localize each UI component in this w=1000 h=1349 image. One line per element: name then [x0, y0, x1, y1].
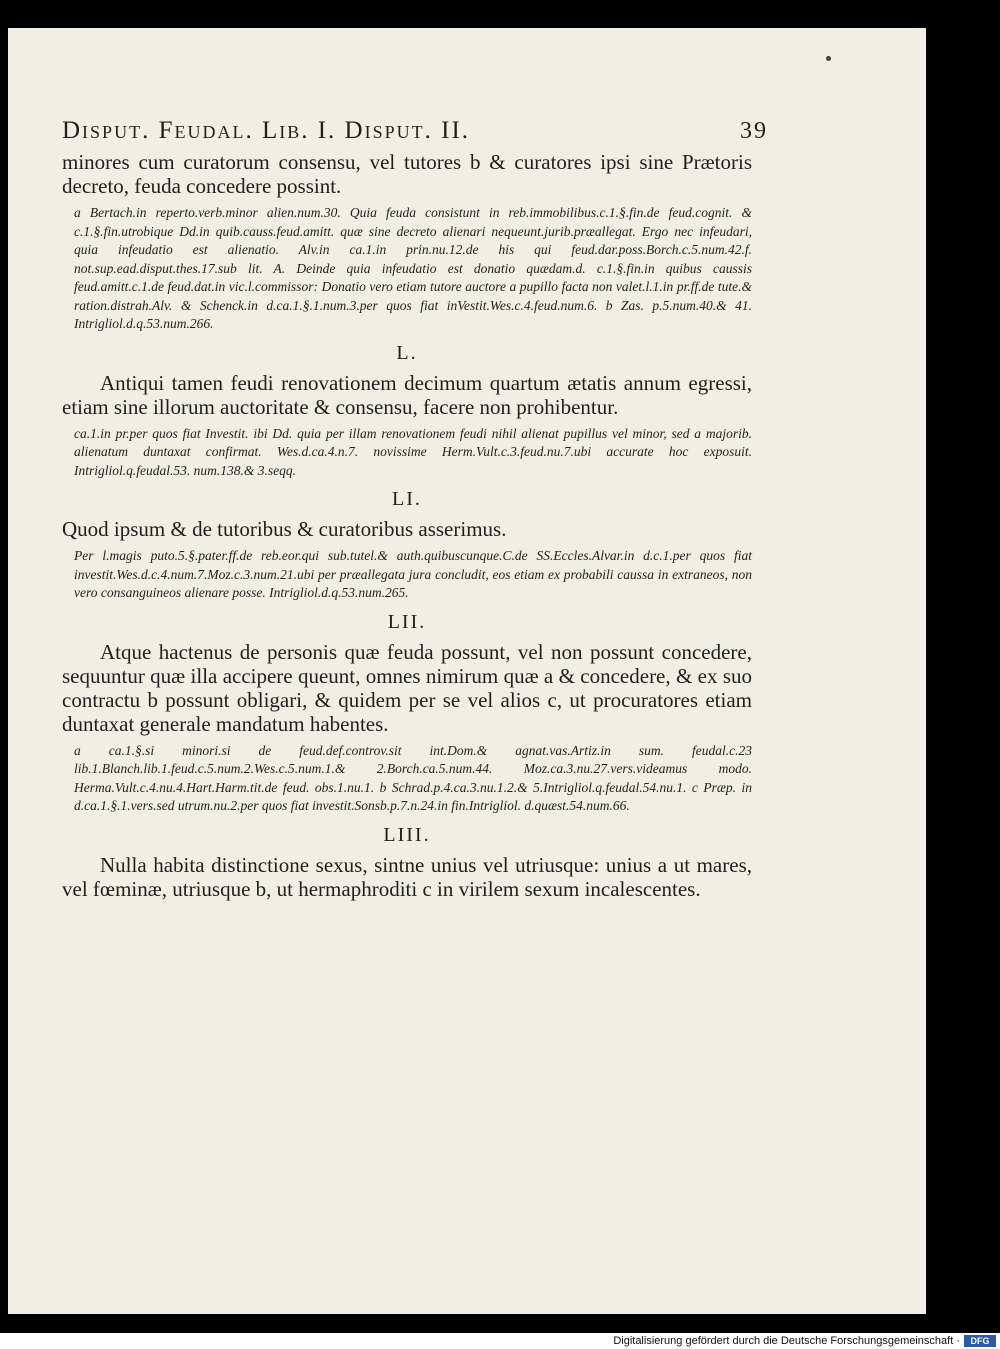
- footer-credit: Digitalisierung gefördert durch die Deutsche Forschungsgemeinschaft ·: [613, 1335, 960, 1347]
- running-header: [62, 116, 768, 150]
- book-page: [8, 28, 926, 1314]
- running-title: Disput. Feudal. Lib. I. Disput. II.: [62, 117, 471, 144]
- page-blemish: [826, 56, 831, 61]
- dfg-logo: DFG: [964, 1335, 996, 1347]
- footnote: ca.1.in pr.per quos fiat Investit. ibi Dd. quia per illam renovationem feudi nihil alienat pupillus vel minor, sed a majorib. alienatum duntaxat confirmat. Wes.d.ca.4.n.7. novissime Herm.Vult.c.3.feud.nu.7.ubi accurate hoc exposuit. Intrigliol.q.feudal.53. num.138.& 3.seqq.: [74, 425, 752, 478]
- section-number: LIII.: [383, 823, 431, 846]
- paragraph: Atque hactenus de personis quæ feuda possunt, vel non possunt concedere, sequuntur quæ illa accipere queunt, omnes nimirum quæ a & concedere, & ex suo contractu b possunt obligari, & quidem per se vel alios c, ut procuratores etiam duntaxat generale mandatum habentes.: [62, 639, 752, 736]
- paragraph: Quod ipsum & de tutoribus & curatoribus asserimus.: [62, 517, 507, 541]
- section-number: L.: [396, 341, 418, 364]
- section-number: LII.: [387, 610, 427, 633]
- paragraph: Antiqui tamen feudi renovationem decimum quartum ætatis annum egressi, etiam sine illorum auctoritate & consensu, facere non prohibentur.: [62, 370, 752, 419]
- footnote: a ca.1.§.si minori.si de feud.def.controv.sit int.Dom.& agnat.vas.Artiz.in sum. feudal.c.23 lib.1.Blanch.lib.1.feud.c.5.num.2.Wes.c.5.num.1.& 2.Borch.ca.5.num.44. Moz.ca.3.nu.27.vers.videamus modo. Herma.Vult.c.4.nu.4.Hart.Harm.tit.de feud. obs.1.nu.1. b Schrad.p.4.ca.3.nu.1.2.& 5.Intrigliol.q.feudal.54.nu.1. c Præp. in d.ca.1.§.1.vers.sed utrum.nu.2.per quos fiat investit.Sonsb.p.7.n.24.in fin.Intrigliol. d.quæst.54.num.66.: [74, 742, 752, 813]
- paragraph: Nulla habita distinctione sexus, sintne unius vel utriusque: unius a ut mares, vel fœminæ, utriusque b, ut hermaphroditi c in virilem sexum incalescentes.: [62, 852, 752, 901]
- paragraph-continued: minores cum curatorum consensu, vel tutores b & curatores ipsi sine Prætoris decreto, feuda concedere possint.: [62, 150, 752, 198]
- page-content: [62, 116, 768, 901]
- section-number: LI.: [392, 488, 422, 510]
- footnote: a Bertach.in reperto.verb.minor alien.num.30. Quia feuda consistunt in reb.immobilibus.c.1.§.fin.de feud.cognit. & c.1.§.fin.utrobique Dd.in quib.causs.feud.amitt. quæ sine decreto alienari nequeunt.jurib.præallegat. Ergo nec infeudari, quia infeudatio est alienatio. Alv.in ca.1.in prin.nu.12.de his qui feud.dar.poss.Borch.c.5.num.42.f. not.sup.ead.disput.thes.17.sub lit. A. Deinde quia infeudatio est donatio quædam.d. c.1.§.fin.in quibus caussis feud.amitt.c.1.de feud.dat.in vic.l.commissor: Donatio vero etiam tutore auctore a pupillo facta non valet.l.1.in pr.ff.de tute.& ration.distrah.Alv. & Schenck.in d.ca.1.§.1.num.3.per quos fiat inVestit.Wes.c.4.feud.num.6. b Zas. p.5.num.40.& 41. Intrigliol.d.q.53.num.266.: [74, 205, 752, 331]
- footnote: Per l.magis puto.5.§.pater.ff.de reb.eor.qui sub.tutel.& auth.quibuscunque.C.de SS.Eccles.Alvar.in d.c.1.per quos fiat investit.Wes.d.c.4.num.7.Moz.c.3.num.21.ubi per præallegata jura concludit, eos etiam ex probabili caussa in extraneos, non vero consanguineos alienare posse. Intrigliol.d.q.53.num.265.: [74, 548, 752, 600]
- page-number: 39: [740, 118, 768, 144]
- digitization-footer: [0, 1333, 1000, 1349]
